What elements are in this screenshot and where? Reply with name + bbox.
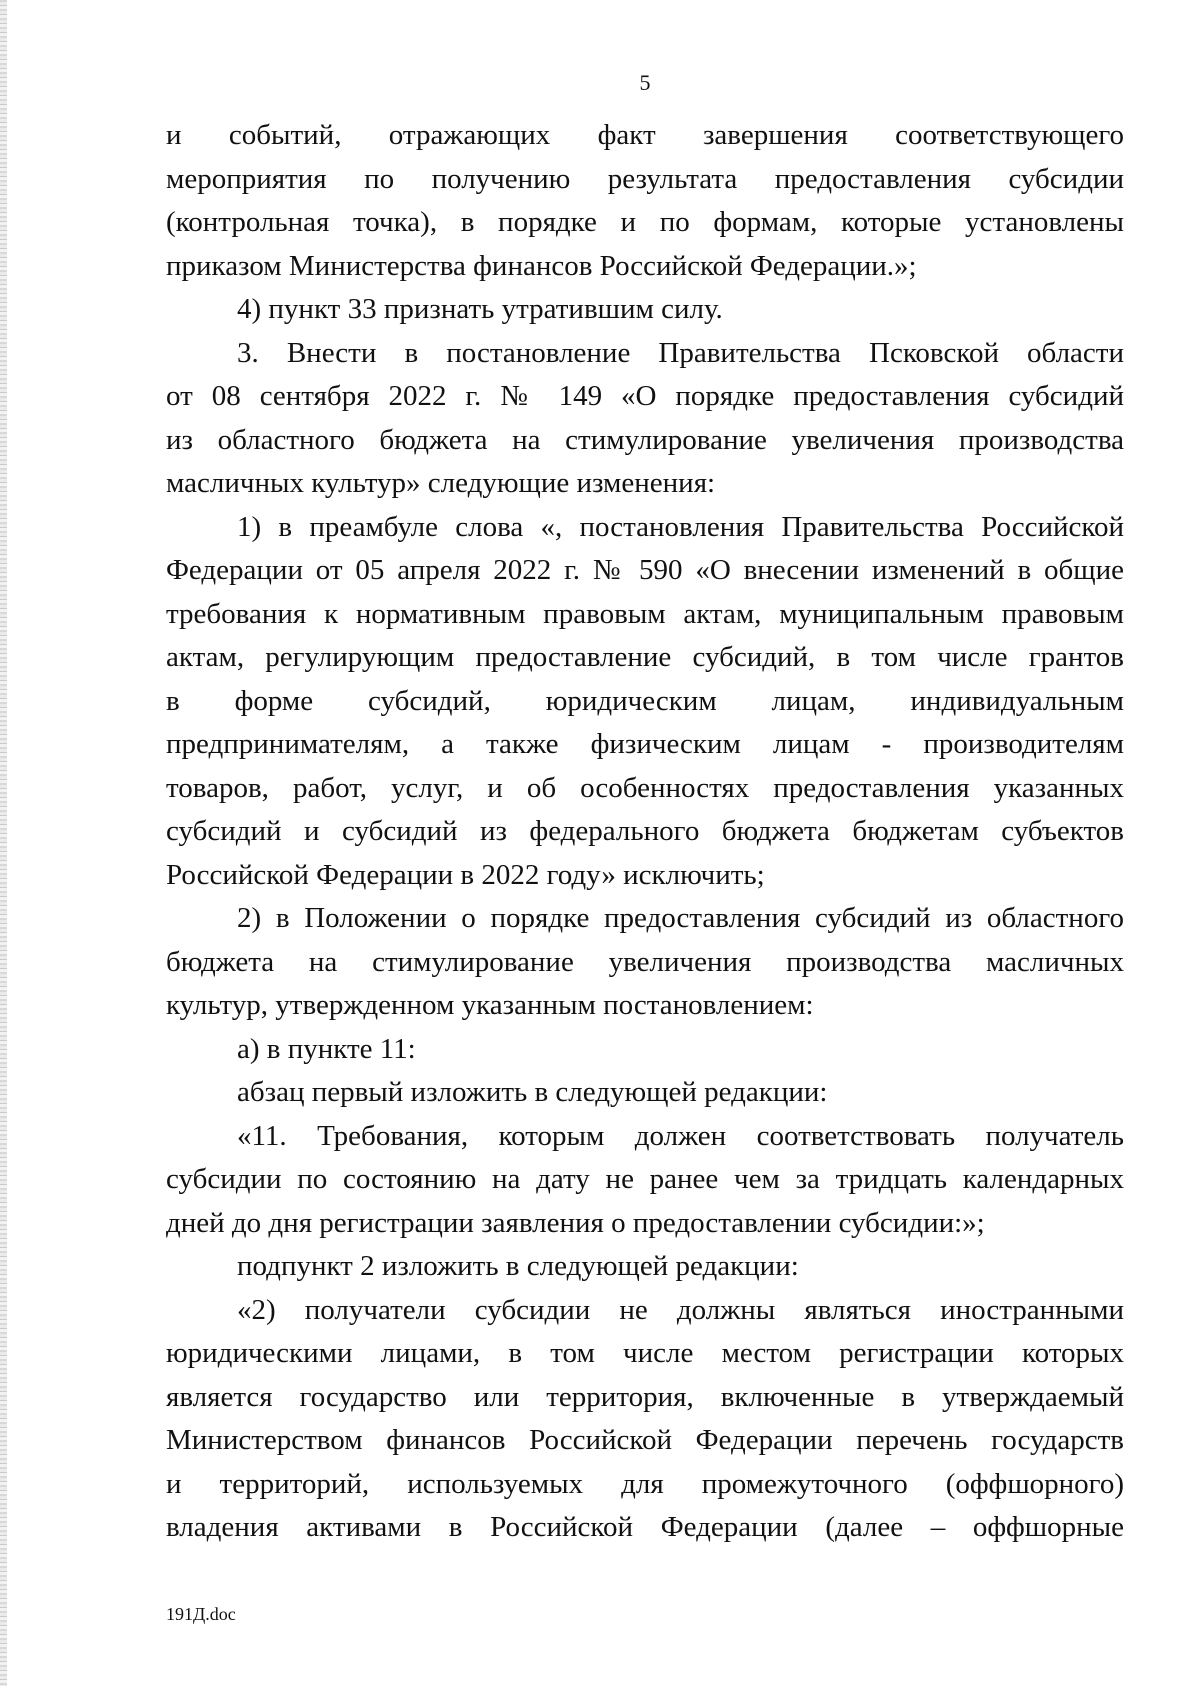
scan-edge-artifact <box>0 0 7 1686</box>
text-line: а) в пункте 11: <box>237 1032 416 1065</box>
text-line: 3. Внести в постановление Правительства Псковской области <box>237 336 1124 369</box>
text-line: подпункт 2 изложить в следующей редакции: <box>237 1250 799 1282</box>
document-body <box>166 114 1124 1550</box>
text-line: и событий, отражающих факт завершения соответствующего <box>166 119 1124 151</box>
text-line: и территорий, используемых для промежуточного (оффшорного) <box>166 1467 1124 1500</box>
text-line: в форме субсидий, юридическим лицам, индивидуальным <box>166 684 1124 717</box>
text-line: дней до дня регистрации заявления о предоставлении субсидии:»; <box>166 1206 985 1239</box>
text-line: субсидии по состоянию на дату не ранее чем за тридцать календарных <box>166 1163 1124 1195</box>
page-number: 5 <box>639 70 651 95</box>
text-line: юридическими лицами, в том числе местом регистрации которых <box>166 1337 1124 1369</box>
text-line: Российской Федерации в 2022 году» исключить; <box>166 858 765 891</box>
text-line: является государство или территория, включенные в утверждаемый <box>166 1380 1124 1413</box>
text-line: мероприятия по получению результата предоставления субсидии <box>166 162 1124 195</box>
text-line: Министерством финансов Российской Федерации перечень государств <box>166 1424 1124 1456</box>
text-line: (контрольная точка), в порядке и по формам, которые установлены <box>166 206 1124 238</box>
text-line: актам, регулирующим предоставление субсидий, в том числе грантов <box>166 641 1124 673</box>
text-line: культур, утвержденном указанным постановлением: <box>166 989 814 1021</box>
text-line: владения активами в Российской Федерации (далее – оффшорные <box>166 1511 1124 1543</box>
text-line: абзац первый изложить в следующей редакции: <box>237 1076 828 1108</box>
text-line: приказом Министерства финансов Российской Федерации.»; <box>166 249 917 282</box>
text-line: Федерации от 05 апреля 2022 г. № 590 «О внесении изменений в общие <box>166 554 1124 586</box>
text-line: 1) в преамбуле слова «, постановления Правительства Российской <box>237 510 1124 543</box>
text-line: требования к нормативным правовым актам, муниципальным правовым <box>166 597 1124 630</box>
text-line: предпринимателям, а также физическим лицам - производителям <box>166 728 1124 760</box>
footer-filename: 191Д.doc <box>166 1604 236 1624</box>
text-line: субсидий и субсидий из федерального бюджета бюджетам субъектов <box>166 815 1124 847</box>
text-line: бюджета на стимулирование увеличения производства масличных <box>166 945 1124 978</box>
text-line: из областного бюджета на стимулирование увеличения производства <box>166 423 1124 456</box>
text-line: «11. Требования, которым должен соответствовать получатель <box>237 1119 1124 1152</box>
text-line: масличных культур» следующие изменения: <box>166 467 716 499</box>
text-line: от 08 сентября 2022 г. № 149 «О порядке предоставления субсидий <box>166 380 1124 412</box>
text-line: «2) получатели субсидии не должны являться иностранными <box>237 1293 1124 1326</box>
text-line: товаров, работ, услуг, и об особенностях предоставления указанных <box>166 771 1124 804</box>
text-line: 4) пункт 33 признать утратившим силу. <box>237 293 723 325</box>
text-line: 2) в Положении о порядке предоставления субсидий из областного <box>237 902 1124 934</box>
